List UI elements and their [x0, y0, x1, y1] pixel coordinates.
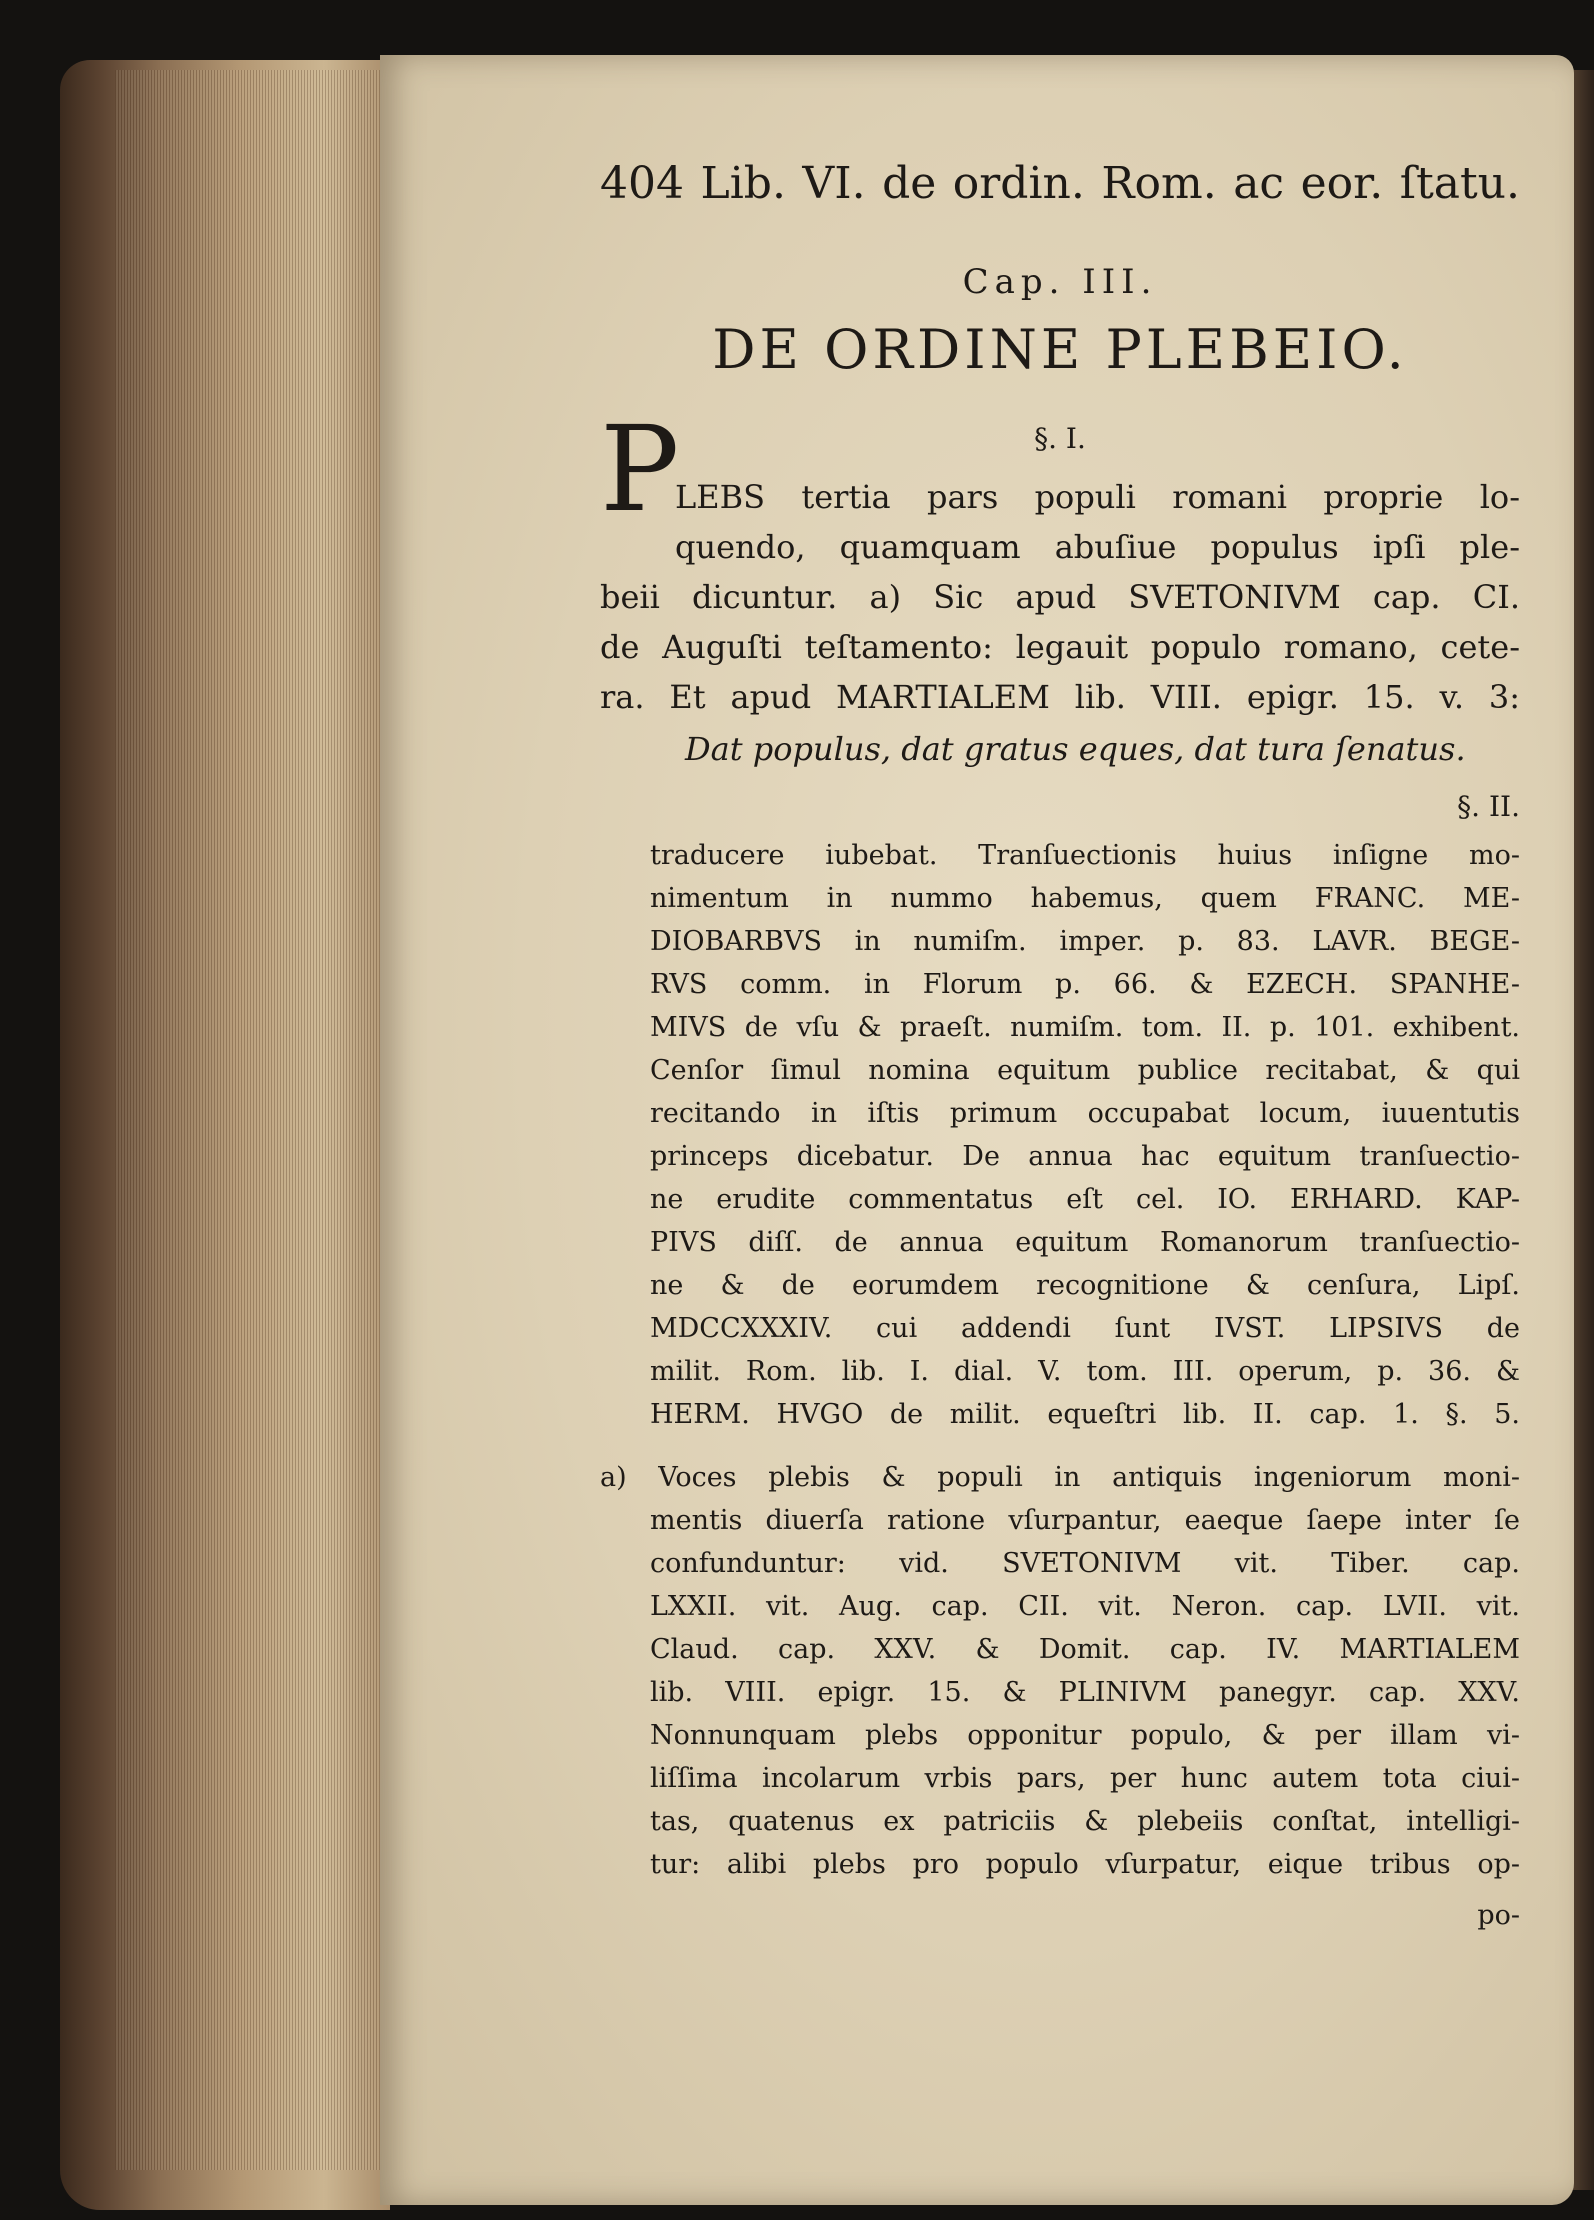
page-text-block	[600, 0, 1520, 2220]
note-line: confunduntur: vid. SVETONIVM vit. Tiber. cap.	[650, 1548, 1520, 1579]
body-line: ra. Et apud MARTIALEM lib. VIII. epigr. 15. v. 3:	[600, 678, 1520, 716]
note-line: ne & de eorumdem recognitione & cenſura, Lipſ.	[650, 1270, 1520, 1301]
section-mark-2: §. II.	[1457, 790, 1520, 823]
catchword: po-	[1477, 1900, 1520, 1931]
running-head: 404 Lib. VI. de ordin. Rom. ac eor. ſtatu.	[600, 158, 1520, 209]
note-line: MIVS de vſu & praeſt. numiſm. tom. II. p. 101. exhibent.	[650, 1012, 1520, 1043]
note-line: Claud. cap. XXV. & Domit. cap. IV. MARTIALEM	[650, 1634, 1520, 1665]
note-line: liſſima incolarum vrbis pars, per hunc autem tota ciui-	[650, 1763, 1520, 1794]
page-edges	[115, 70, 385, 2170]
note-line: RVS comm. in Florum p. 66. & EZECH. SPANHE-	[650, 969, 1520, 1000]
note-line: LXXII. vit. Aug. cap. CII. vit. Neron. cap. LVII. vit.	[650, 1591, 1520, 1622]
body-line: quendo, quamquam abuſiue populus ipſi ple-	[675, 528, 1520, 566]
note-line: milit. Rom. lib. I. dial. V. tom. III. operum, p. 36. &	[650, 1356, 1520, 1387]
note-line: DIOBARBVS in numiſm. imper. p. 83. LAVR. BEGE-	[650, 926, 1520, 957]
note-line: MDCCXXXIV. cui addendi ſunt IVST. LIPSIVS de	[650, 1313, 1520, 1344]
note-line: nimentum in nummo habemus, quem FRANC. ME-	[650, 883, 1520, 914]
note-line: PIVS diſſ. de annua equitum Romanorum tranſuectio-	[650, 1227, 1520, 1258]
note-line: lib. VIII. epigr. 15. & PLINIVM panegyr. cap. XXV.	[650, 1677, 1520, 1708]
note-line: tur: alibi plebs pro populo vſurpatur, eique tribus op-	[650, 1849, 1520, 1880]
body-line-verse: Dat populus, dat gratus eques, dat tura ſenatus.	[685, 730, 1466, 768]
note-line: mentis diuerſa ratione vſurpantur, eaeque ſaepe inter ſe	[650, 1505, 1520, 1536]
note-line: Cenſor ſimul nomina equitum publice recitabat, & qui	[650, 1055, 1520, 1086]
note-line: tas, quatenus ex patriciis & plebeiis conſtat, intelligi-	[650, 1806, 1520, 1837]
note-line: ne erudite commentatus eſt cel. IO. ERHARD. KAP-	[650, 1184, 1520, 1215]
section-mark-1: §. I.	[1034, 422, 1086, 455]
body-line: LEBS tertia pars populi romani proprie lo-	[675, 478, 1520, 516]
note-line: Nonnunquam plebs opponitur populo, & per illam vi-	[650, 1720, 1520, 1751]
body-line: beii dicuntur. a) Sic apud SVETONIVM cap. CI.	[600, 578, 1520, 616]
note-line: princeps dicebatur. De annua hac equitum tranſuectio-	[650, 1141, 1520, 1172]
chapter-title: DE ORDINE PLEBEIO.	[712, 318, 1408, 381]
body-line: de Auguſti teſtamento: legauit populo romano, cete-	[600, 628, 1520, 666]
note-line: HERM. HVGO de milit. equeſtri lib. II. cap. 1. §. 5.	[650, 1399, 1520, 1430]
note-line: traducere iubebat. Tranſuectionis huius inſigne mo-	[650, 840, 1520, 871]
note-line: recitando in iſtis primum occupabat locum, iuuentutis	[650, 1098, 1520, 1129]
note-line: a) Voces plebis & populi in antiquis ingeniorum moni-	[600, 1462, 1520, 1493]
drop-capital: P	[600, 400, 680, 538]
chapter-label: Cap. III.	[962, 262, 1158, 302]
